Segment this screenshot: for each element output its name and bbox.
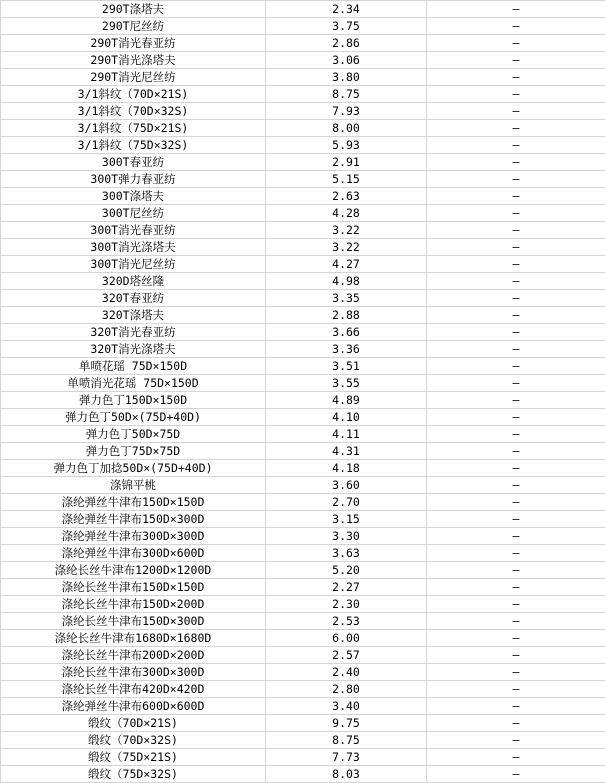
fabric-name-cell[interactable]: 涤纶长丝牛津布1680D×1680D bbox=[1, 630, 266, 647]
price-cell[interactable]: 7.93 bbox=[266, 103, 427, 120]
change-cell[interactable]: — bbox=[427, 137, 605, 154]
price-cell[interactable]: 5.93 bbox=[266, 137, 427, 154]
change-cell[interactable]: — bbox=[427, 324, 605, 341]
change-cell[interactable]: — bbox=[427, 562, 605, 579]
price-cell[interactable]: 3.22 bbox=[266, 239, 427, 256]
change-cell[interactable]: — bbox=[427, 103, 605, 120]
price-cell[interactable]: 2.40 bbox=[266, 664, 427, 681]
change-cell[interactable]: — bbox=[427, 494, 605, 511]
price-cell[interactable]: 3.36 bbox=[266, 341, 427, 358]
price-cell[interactable]: 8.75 bbox=[266, 732, 427, 749]
fabric-name-cell[interactable]: 缎纹（70D×21S) bbox=[1, 715, 266, 732]
change-cell[interactable]: — bbox=[427, 273, 605, 290]
price-cell[interactable]: 3.51 bbox=[266, 358, 427, 375]
price-cell[interactable]: 8.00 bbox=[266, 120, 427, 137]
table-row bbox=[1, 579, 605, 596]
table-row bbox=[1, 375, 605, 392]
table-row bbox=[1, 256, 605, 273]
table-row bbox=[1, 188, 605, 205]
fabric-name-cell[interactable]: 320T消光涤塔夫 bbox=[1, 341, 266, 358]
price-cell[interactable]: 4.89 bbox=[266, 392, 427, 409]
fabric-name-cell[interactable]: 弹力色丁50D×(75D+40D) bbox=[1, 409, 266, 426]
price-cell[interactable]: 3.30 bbox=[266, 528, 427, 545]
table-row bbox=[1, 545, 605, 562]
change-cell[interactable]: — bbox=[427, 732, 605, 749]
fabric-name-cell[interactable]: 290T涤塔夫 bbox=[1, 1, 266, 18]
table-row bbox=[1, 120, 605, 137]
fabric-name-cell[interactable]: 涤纶长丝牛津布150D×150D bbox=[1, 579, 266, 596]
fabric-name-cell[interactable]: 320T春亚纺 bbox=[1, 290, 266, 307]
change-cell[interactable]: — bbox=[427, 35, 605, 52]
price-cell[interactable]: 2.30 bbox=[266, 596, 427, 613]
price-cell[interactable]: 3.75 bbox=[266, 18, 427, 35]
fabric-name-cell[interactable]: 涤纶弹丝牛津布150D×300D bbox=[1, 511, 266, 528]
table-row bbox=[1, 426, 605, 443]
price-cell[interactable]: 4.18 bbox=[266, 460, 427, 477]
price-cell[interactable]: 4.10 bbox=[266, 409, 427, 426]
table-row bbox=[1, 596, 605, 613]
change-cell[interactable]: — bbox=[427, 120, 605, 137]
table-row bbox=[1, 528, 605, 545]
price-cell[interactable]: 3.35 bbox=[266, 290, 427, 307]
table-row bbox=[1, 766, 605, 783]
price-cell[interactable]: 7.73 bbox=[266, 749, 427, 766]
change-cell[interactable]: — bbox=[427, 409, 605, 426]
fabric-name-cell[interactable]: 弹力色丁150D×150D bbox=[1, 392, 266, 409]
table-row bbox=[1, 239, 605, 256]
table-row bbox=[1, 86, 605, 103]
change-cell[interactable]: — bbox=[427, 749, 605, 766]
price-cell[interactable]: 2.88 bbox=[266, 307, 427, 324]
table-row bbox=[1, 613, 605, 630]
price-cell[interactable]: 2.70 bbox=[266, 494, 427, 511]
table-row bbox=[1, 35, 605, 52]
fabric-name-cell[interactable]: 300T尼丝纺 bbox=[1, 205, 266, 222]
change-cell[interactable]: — bbox=[427, 613, 605, 630]
fabric-name-cell[interactable]: 涤纶弹丝牛津布300D×300D bbox=[1, 528, 266, 545]
price-cell[interactable]: 2.63 bbox=[266, 188, 427, 205]
table-row bbox=[1, 477, 605, 494]
change-cell[interactable]: — bbox=[427, 69, 605, 86]
table-row bbox=[1, 205, 605, 222]
change-cell[interactable]: — bbox=[427, 511, 605, 528]
price-cell[interactable]: 8.03 bbox=[266, 766, 427, 783]
fabric-name-cell[interactable]: 3/1斜纹（70D×21S) bbox=[1, 86, 266, 103]
price-cell[interactable]: 3.55 bbox=[266, 375, 427, 392]
fabric-name-cell[interactable]: 290T消光涤塔夫 bbox=[1, 52, 266, 69]
price-cell[interactable]: 4.31 bbox=[266, 443, 427, 460]
change-cell[interactable]: — bbox=[427, 545, 605, 562]
change-cell[interactable]: — bbox=[427, 715, 605, 732]
table-row bbox=[1, 698, 605, 715]
change-cell[interactable]: — bbox=[427, 188, 605, 205]
fabric-name-cell[interactable]: 320T涤塔夫 bbox=[1, 307, 266, 324]
fabric-name-cell[interactable]: 3/1斜纹（70D×32S) bbox=[1, 103, 266, 120]
change-cell[interactable]: — bbox=[427, 86, 605, 103]
table-row bbox=[1, 630, 605, 647]
price-cell[interactable]: 3.15 bbox=[266, 511, 427, 528]
table-row bbox=[1, 647, 605, 664]
table-row bbox=[1, 341, 605, 358]
price-cell[interactable]: 4.27 bbox=[266, 256, 427, 273]
table-row bbox=[1, 18, 605, 35]
price-cell[interactable]: 2.53 bbox=[266, 613, 427, 630]
table-row bbox=[1, 664, 605, 681]
price-cell[interactable]: 2.57 bbox=[266, 647, 427, 664]
change-cell[interactable]: — bbox=[427, 766, 605, 783]
change-cell[interactable]: — bbox=[427, 392, 605, 409]
change-cell[interactable]: — bbox=[427, 171, 605, 188]
price-cell[interactable]: 3.06 bbox=[266, 52, 427, 69]
change-cell[interactable]: — bbox=[427, 460, 605, 477]
fabric-name-cell[interactable]: 涤纶弹丝牛津布150D×150D bbox=[1, 494, 266, 511]
change-cell[interactable]: — bbox=[427, 426, 605, 443]
price-cell[interactable]: 3.80 bbox=[266, 69, 427, 86]
fabric-name-cell[interactable]: 涤纶长丝牛津布1200D×1200D bbox=[1, 562, 266, 579]
table-row bbox=[1, 69, 605, 86]
table-row bbox=[1, 1, 605, 18]
fabric-name-cell[interactable]: 涤锦平桃 bbox=[1, 477, 266, 494]
table-row bbox=[1, 273, 605, 290]
price-cell[interactable]: 2.27 bbox=[266, 579, 427, 596]
price-cell[interactable]: 4.28 bbox=[266, 205, 427, 222]
change-cell[interactable]: — bbox=[427, 239, 605, 256]
price-cell[interactable]: 3.60 bbox=[266, 477, 427, 494]
table-row bbox=[1, 52, 605, 69]
change-cell[interactable]: — bbox=[427, 52, 605, 69]
change-cell[interactable]: — bbox=[427, 154, 605, 171]
table-row bbox=[1, 358, 605, 375]
table-row bbox=[1, 137, 605, 154]
price-cell[interactable]: 3.63 bbox=[266, 545, 427, 562]
table-row bbox=[1, 749, 605, 766]
fabric-name-cell[interactable]: 320T消光春亚纺 bbox=[1, 324, 266, 341]
change-cell[interactable]: — bbox=[427, 18, 605, 35]
table-row bbox=[1, 409, 605, 426]
fabric-name-cell[interactable]: 涤纶长丝牛津布200D×200D bbox=[1, 647, 266, 664]
change-cell[interactable]: — bbox=[427, 290, 605, 307]
price-table-body bbox=[1, 1, 605, 783]
fabric-name-cell[interactable]: 涤纶弹丝牛津布300D×600D bbox=[1, 545, 266, 562]
fabric-name-cell[interactable]: 弹力色丁加捻50D×(75D+40D) bbox=[1, 460, 266, 477]
table-row bbox=[1, 460, 605, 477]
fabric-name-cell[interactable]: 弹力色丁50D×75D bbox=[1, 426, 266, 443]
table-row bbox=[1, 511, 605, 528]
fabric-name-cell[interactable]: 290T尼丝纺 bbox=[1, 18, 266, 35]
price-cell[interactable]: 3.40 bbox=[266, 698, 427, 715]
fabric-name-cell[interactable]: 300T涤塔夫 bbox=[1, 188, 266, 205]
fabric-name-cell[interactable]: 300T消光涤塔夫 bbox=[1, 239, 266, 256]
fabric-name-cell[interactable]: 300T消光尼丝纺 bbox=[1, 256, 266, 273]
change-cell[interactable]: — bbox=[427, 443, 605, 460]
change-cell[interactable]: — bbox=[427, 1, 605, 18]
table-row bbox=[1, 103, 605, 120]
change-cell[interactable]: — bbox=[427, 222, 605, 239]
table-row bbox=[1, 715, 605, 732]
change-cell[interactable]: — bbox=[427, 647, 605, 664]
price-cell[interactable]: 8.75 bbox=[266, 86, 427, 103]
table-row bbox=[1, 443, 605, 460]
price-cell[interactable]: 9.75 bbox=[266, 715, 427, 732]
price-cell[interactable]: 3.22 bbox=[266, 222, 427, 239]
fabric-name-cell[interactable]: 缎纹（75D×21S) bbox=[1, 749, 266, 766]
fabric-name-cell[interactable]: 单喷消光花瑶 75D×150D bbox=[1, 375, 266, 392]
change-cell[interactable]: — bbox=[427, 358, 605, 375]
price-cell[interactable]: 2.86 bbox=[266, 35, 427, 52]
change-cell[interactable]: — bbox=[427, 341, 605, 358]
change-cell[interactable]: — bbox=[427, 205, 605, 222]
price-cell[interactable]: 5.15 bbox=[266, 171, 427, 188]
fabric-name-cell[interactable]: 300T春亚纺 bbox=[1, 154, 266, 171]
fabric-name-cell[interactable]: 300T弹力春亚纺 bbox=[1, 171, 266, 188]
fabric-name-cell[interactable]: 涤纶长丝牛津布150D×300D bbox=[1, 613, 266, 630]
fabric-name-cell[interactable]: 涤纶弹丝牛津布600D×600D bbox=[1, 698, 266, 715]
change-cell[interactable]: — bbox=[427, 528, 605, 545]
table-row bbox=[1, 732, 605, 749]
change-cell[interactable]: — bbox=[427, 375, 605, 392]
change-cell[interactable]: — bbox=[427, 477, 605, 494]
fabric-name-cell[interactable]: 单喷花瑶 75D×150D bbox=[1, 358, 266, 375]
table-row bbox=[1, 681, 605, 698]
price-cell[interactable]: 6.00 bbox=[266, 630, 427, 647]
fabric-name-cell[interactable]: 涤纶长丝牛津布420D×420D bbox=[1, 681, 266, 698]
fabric-name-cell[interactable]: 300T消光春亚纺 bbox=[1, 222, 266, 239]
fabric-name-cell[interactable]: 涤纶长丝牛津布300D×300D bbox=[1, 664, 266, 681]
change-cell[interactable]: — bbox=[427, 256, 605, 273]
price-cell[interactable]: 4.11 bbox=[266, 426, 427, 443]
table-row bbox=[1, 562, 605, 579]
change-cell[interactable]: — bbox=[427, 698, 605, 715]
table-row bbox=[1, 171, 605, 188]
table-row bbox=[1, 324, 605, 341]
fabric-name-cell[interactable]: 290T消光尼丝纺 bbox=[1, 69, 266, 86]
change-cell[interactable]: — bbox=[427, 307, 605, 324]
fabric-name-cell[interactable]: 涤纶长丝牛津布150D×200D bbox=[1, 596, 266, 613]
price-cell[interactable]: 2.34 bbox=[266, 1, 427, 18]
price-cell[interactable]: 2.91 bbox=[266, 154, 427, 171]
price-cell[interactable]: 5.20 bbox=[266, 562, 427, 579]
fabric-name-cell[interactable]: 缎纹（75D×32S) bbox=[1, 766, 266, 783]
table-row bbox=[1, 154, 605, 171]
fabric-name-cell[interactable]: 3/1斜纹（75D×32S) bbox=[1, 137, 266, 154]
fabric-name-cell[interactable]: 320D塔丝隆 bbox=[1, 273, 266, 290]
fabric-name-cell[interactable]: 290T消光春亚纺 bbox=[1, 35, 266, 52]
change-cell[interactable]: — bbox=[427, 681, 605, 698]
change-cell[interactable]: — bbox=[427, 579, 605, 596]
price-cell[interactable]: 3.66 bbox=[266, 324, 427, 341]
fabric-name-cell[interactable]: 3/1斜纹（75D×21S) bbox=[1, 120, 266, 137]
price-cell[interactable]: 2.80 bbox=[266, 681, 427, 698]
change-cell[interactable]: — bbox=[427, 596, 605, 613]
table-row bbox=[1, 290, 605, 307]
fabric-name-cell[interactable]: 弹力色丁75D×75D bbox=[1, 443, 266, 460]
table-row bbox=[1, 494, 605, 511]
price-cell[interactable]: 4.98 bbox=[266, 273, 427, 290]
table-row bbox=[1, 392, 605, 409]
change-cell[interactable]: — bbox=[427, 664, 605, 681]
table-row bbox=[1, 307, 605, 324]
table-row bbox=[1, 222, 605, 239]
fabric-name-cell[interactable]: 缎纹（70D×32S) bbox=[1, 732, 266, 749]
change-cell[interactable]: — bbox=[427, 630, 605, 647]
